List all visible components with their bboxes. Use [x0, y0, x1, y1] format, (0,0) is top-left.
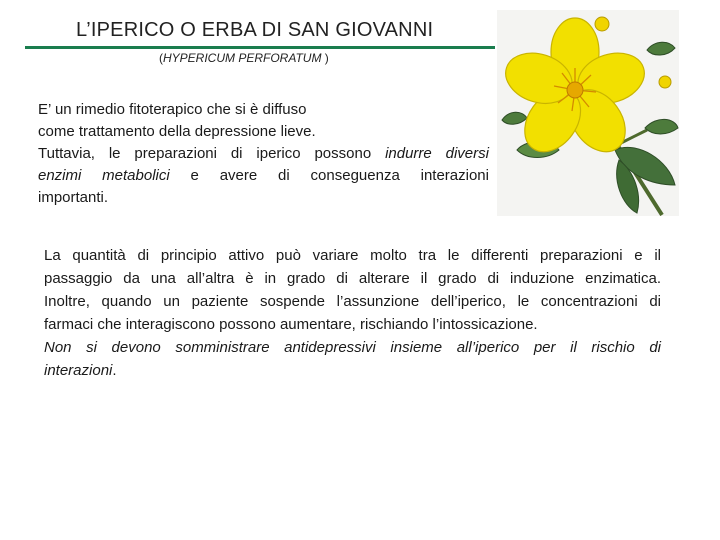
flower-illustration [497, 10, 679, 216]
intro-line-5: importanti. [38, 189, 109, 206]
subtitle-latin-name: HYPERICUM PERFORATUM [163, 51, 322, 65]
body-line-2: passaggio da una all’altra è in grado di alterare il grado di induzione enzimatica. [44, 270, 661, 287]
page-title: L’IPERICO O ERBA DI SAN GIOVANNI [76, 19, 434, 41]
subtitle-open-paren: ( [159, 51, 163, 65]
warning-line-2-italic: interazioni [44, 362, 113, 379]
warning-line-2 [44, 359, 661, 382]
body-line-1: La quantità di principio attivo può variare molto tra le differenti preparazioni e il [44, 247, 661, 264]
page-subtitle [159, 51, 329, 65]
intro-line-3-plain: Tuttavia, le preparazioni di iperico possono [38, 145, 386, 162]
subtitle-close-paren: ) [321, 51, 329, 65]
intro-line-3 [38, 143, 489, 165]
intro-paragraph [38, 99, 489, 209]
title-underline [25, 46, 495, 49]
intro-line-1: E’ un rimedio fitoterapico che si è diffuso [38, 101, 307, 118]
hypericum-flower-icon [497, 10, 679, 216]
body-line-4: farmaci che interagiscono possono aumentare, rischiando l’intossicazione. [44, 316, 538, 333]
intro-line-3-italic: indurre diversi [385, 145, 489, 162]
warning-line-1: Non si devono somministrare antidepressivi insieme all’iperico per il rischio di [44, 339, 661, 356]
intro-line-4 [38, 165, 489, 187]
intro-line-2: come trattamento della depressione lieve. [38, 123, 316, 140]
warning-period: . [112, 362, 117, 379]
intro-line-4-italic: enzimi metabolici [38, 167, 170, 184]
body-line-3: Inoltre, quando un paziente sospende l’assunzione dell’iperico, le concentrazioni di [44, 293, 661, 310]
intro-line-4-plain: e avere di conseguenza interazioni [169, 167, 489, 184]
body-paragraph [44, 244, 661, 382]
